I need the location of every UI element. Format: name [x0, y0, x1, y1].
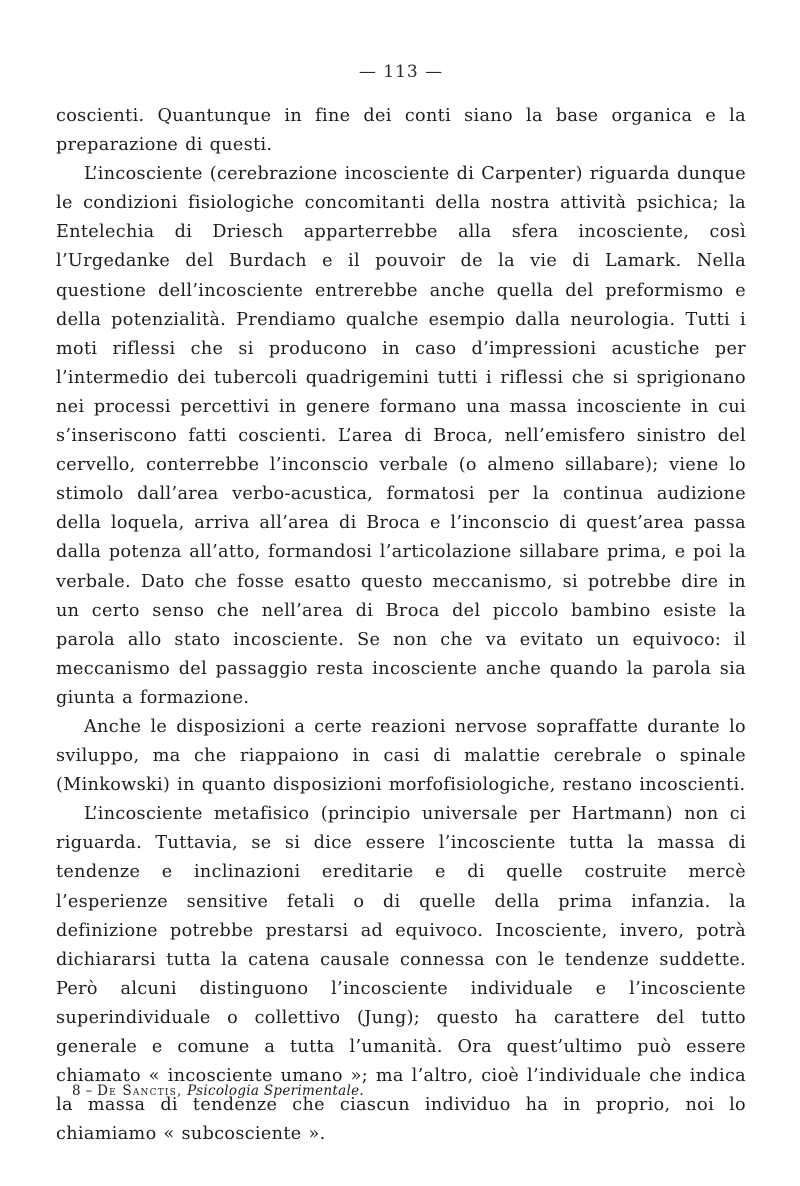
footer-author: De Sanctis, — [97, 1083, 183, 1099]
body-text — [56, 102, 746, 1149]
page-number: — 113 — — [358, 62, 444, 82]
page — [56, 60, 746, 1149]
paragraph: coscienti. Quantunque in fine dei conti siano la base organica e la preparazione di questi. — [56, 106, 746, 156]
footer-title: Psicologia Sperimentale. — [187, 1083, 364, 1099]
signature-footer — [72, 1083, 364, 1099]
paragraph: L’incosciente (cerebrazione incosciente di Carpenter) riguarda dunque le condizioni fisiologiche concomitanti della nostra attività psichica; la Entelechia di Driesch apparterrebbe alla sfera incosciente, così l’Urgedanke del Burdach e il pouvoir de la vie di Lamark. Nella questione dell’incosciente entrerebbe anche quella del preformismo e della potenzialità. Prendiamo qualche esempio dalla neurologia. Tutti i moti riflessi che si producono in caso d’impressioni acustiche per l’intermedio dei tubercoli quadrigemini tutti i riflessi che si sprigionano nei processi percettivi in genere formano una massa incosciente in cui s’inseriscono fatti coscienti. L’area di Broca, nell’emisfero sinistro del cervello, conterrebbe l’inconscio verbale (o almeno sillabare); viene lo stimolo dall’area verbo-acustica, formatosi per la continua audizione della loquela, arriva all’area di Broca e l’inconscio di quest’area passa dalla potenza all’atto, formandosi l’articolazione sillabare prima, e poi la verbale. Dato che fosse esatto questo meccanismo, si potrebbe dire in un certo senso che nell’area di Broca del piccolo bambino esiste la parola allo stato incosciente. Se non che va evitato un equivoco: il meccanismo del passaggio resta incosciente anche quando la parola sia giunta a formazione. — [56, 164, 746, 708]
sheet-number: 8 – — [72, 1083, 93, 1099]
paragraph: L’incosciente metafisico (principio universale per Hartmann) non ci riguarda. Tuttavia, se si dice essere l’incosciente tutta la massa di tendenze e inclinazioni ereditarie e di quelle costruite mercè l’esperienze sensitive fetali o di quelle della prima infanzia. la definizione potrebbe prestarsi ad equivoco. Incosciente, invero, potrà dichiararsi tutta la catena causale connessa con le tendenze suddette. Però alcuni distinguono l’incosciente individuale e l’incosciente superindividuale o collettivo (Jung); questo ha carattere del tutto generale e comune a tutta l’umanità. Ora quest’ultimo può essere chiamato « incosciente umano »; ma l’altro, cioè l’individuale che indica la massa di tendenze che ciascun individuo ha in proprio, noi lo chiamiamo « subcosciente ». — [56, 804, 746, 1145]
paragraph: Anche le disposizioni a certe reazioni nervose sopraffatte durante lo sviluppo, ma che riappaiono in casi di malattie cerebrale o spinale (Minkowski) in quanto disposizioni morfofisiologiche, restano incoscienti. — [56, 716, 746, 796]
